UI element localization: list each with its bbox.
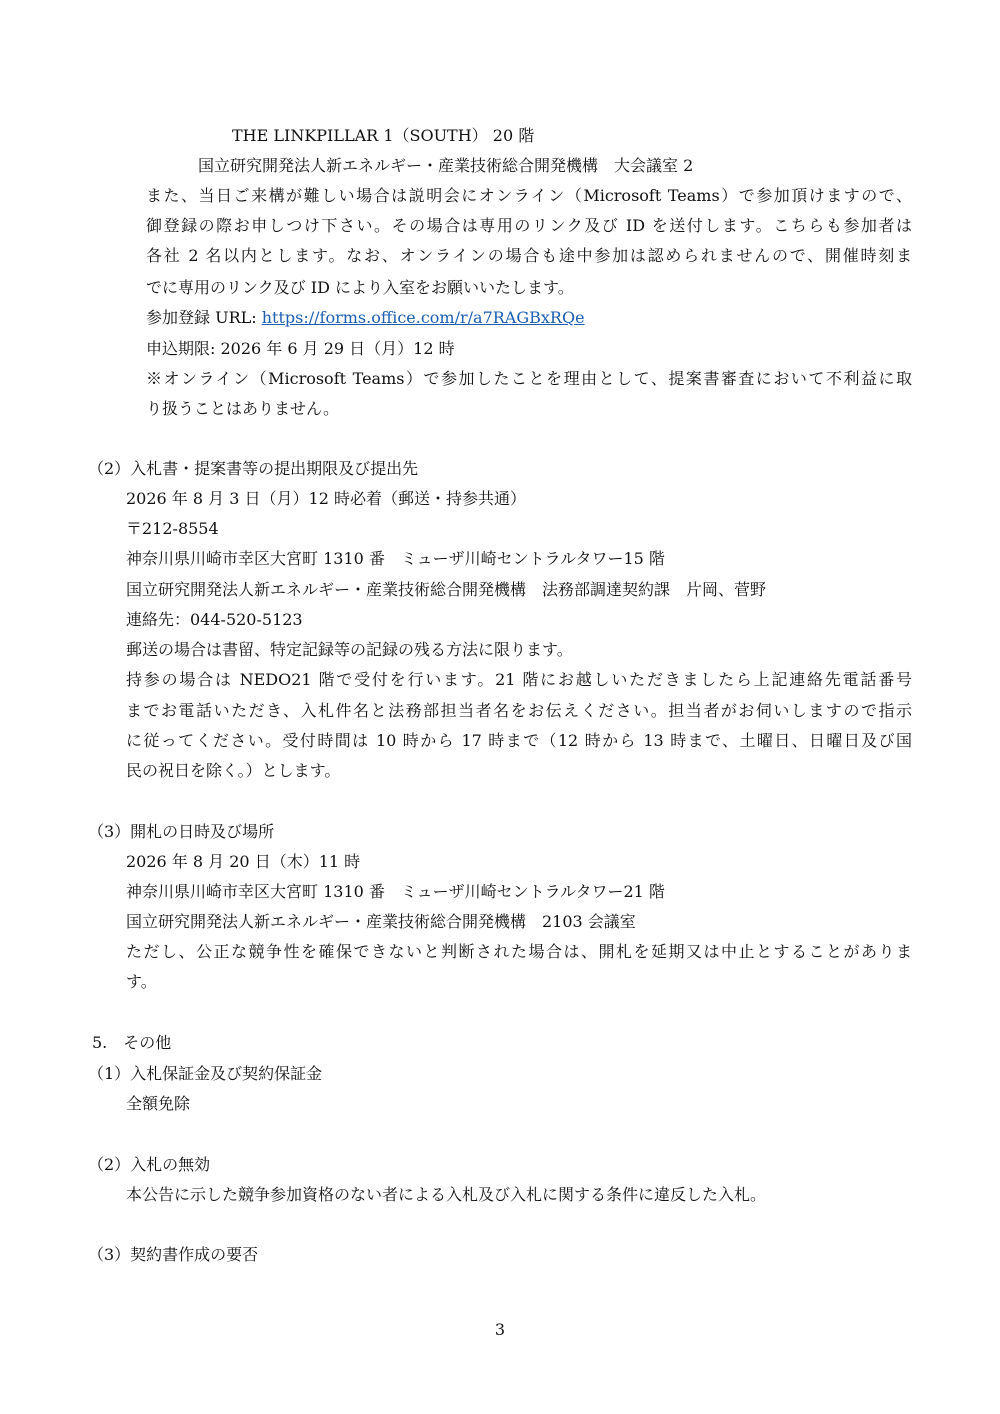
section-2-bring-line-1: 持参の場合は NEDO21 階で受付を行います。21 階にお越しいただきましたら上記連絡先電話番号	[126, 670, 912, 689]
venue-room: 国立研究開発法人新エネルギー・産業技術総合開発機構 大会議室 2	[198, 156, 694, 175]
section-3-room: 国立研究開発法人新エネルギー・産業技術総合開発機構 2103 会議室	[126, 912, 636, 931]
registration-url-line	[146, 308, 585, 330]
registration-deadline: 申込期限: 2026 年 6 月 29 日（月）12 時	[146, 339, 455, 358]
section-3-note-line-1: ただし、公正な競争性を確保できないと判断された場合は、開札を延期又は中止とすることがありま	[126, 942, 912, 961]
section-5-1-heading: （1）入札保証金及び契約保証金	[88, 1064, 323, 1083]
page-number: 3	[494, 1320, 506, 1339]
section-2-heading: （2）入札書・提案書等の提出期限及び提出先	[88, 459, 419, 478]
section-2-contact: 連絡先：044-520-5123	[126, 610, 303, 629]
online-line-2: 御登録の際お申しつけ下さい。その場合は専用のリンク及び ID を送付します。こちらも参加者は	[146, 216, 912, 235]
section-3-note-line-2: す。	[126, 972, 157, 991]
section-5-2-heading: （2）入札の無効	[88, 1155, 211, 1174]
registration-url-link[interactable]: https://forms.office.com/r/a7RAGBxRQe	[261, 308, 585, 327]
section-2-deadline: 2026 年 8 月 3 日（月）12 時必着（郵送・持参共通）	[126, 489, 526, 508]
section-5-2-body: 本公告に示した競争参加資格のない者による入札及び入札に関する条件に違反した入札。	[126, 1185, 767, 1204]
section-2-dept: 国立研究開発法人新エネルギー・産業技術総合開発機構 法務部調達契約課 片岡、菅野	[126, 580, 767, 599]
section-2-bring-line-2: までお電話いただき、入札件名と法務部担当者名をお伝えください。担当者がお伺いしますので指示	[126, 701, 912, 720]
venue-building: THE LINKPILLAR 1（SOUTH） 20 階	[232, 126, 535, 145]
section-3-heading: （3）開札の日時及び場所	[88, 822, 275, 841]
online-line-1: また、当日ご来構が難しい場合は説明会にオンライン（Microsoft Teams）で参加頂けますので、	[146, 186, 912, 205]
registration-url-label: 参加登録 URL:	[146, 308, 262, 327]
section-2-mail-note: 郵送の場合は書留、特定記録等の記録の残る方法に限ります。	[126, 640, 573, 659]
section-5-heading: 5. その他	[92, 1033, 172, 1052]
section-2-address: 神奈川県川崎市幸区大宮町 1310 番 ミューザ川崎セントラルタワー15 階	[126, 549, 665, 568]
section-2-bring-line-4: 民の祝日を除く。）とします。	[126, 761, 341, 780]
section-5-3-heading: （3）契約書作成の要否	[88, 1245, 259, 1264]
section-2-bring-line-3: に従ってください。受付時間は 10 時から 17 時まで（12 時から 13 時まで、土曜日、日曜日及び国	[126, 731, 912, 750]
registration-note-line-2: り扱うことはありません。	[146, 399, 339, 418]
registration-note-line-1: ※オンライン（Microsoft Teams）で参加したことを理由として、提案書審査において不利益に取	[146, 369, 912, 388]
section-2-postal: 〒212-8554	[126, 519, 219, 538]
section-5-1-body: 全額免除	[126, 1094, 191, 1113]
section-3-address: 神奈川県川崎市幸区大宮町 1310 番 ミューザ川崎セントラルタワー21 階	[126, 882, 665, 901]
section-3-datetime: 2026 年 8 月 20 日（木）11 時	[126, 852, 361, 871]
online-line-3: 各社 2 名以内とします。なお、オンラインの場合も途中参加は認められませんので、開催時刻ま	[146, 246, 912, 265]
online-line-4: でに専用のリンク及び ID により入室をお願いいたします。	[146, 278, 574, 297]
